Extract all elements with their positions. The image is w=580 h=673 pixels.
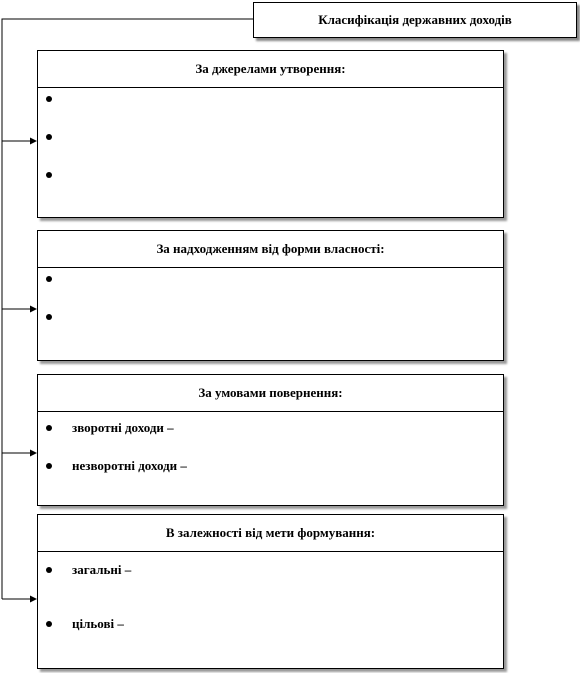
- panel-repayment: [37, 374, 504, 506]
- panel-heading: В залежності від мети формування:: [38, 515, 503, 552]
- bullet-icon: [46, 134, 52, 140]
- list-item: [46, 314, 72, 320]
- list-item: [46, 420, 174, 436]
- list-item: [46, 458, 187, 474]
- bullet-icon: [46, 96, 52, 102]
- list-item-text: цільові –: [72, 616, 124, 631]
- bullet-icon: [46, 314, 52, 320]
- list-item-text: незворотні доходи –: [72, 458, 187, 473]
- panel-heading: За надходженням від форми власності:: [38, 231, 503, 268]
- list-item: [46, 134, 72, 140]
- list-item: [46, 96, 72, 102]
- bullet-icon: [46, 425, 52, 431]
- panel-ownership: [37, 230, 504, 361]
- bullet-icon: [46, 276, 52, 282]
- bullet-icon: [46, 463, 52, 469]
- list-item-text: загальні –: [72, 562, 132, 577]
- list-item: [46, 616, 124, 632]
- panel-heading: За джерелами утворення:: [38, 51, 503, 88]
- list-item: [46, 172, 72, 178]
- panel-sources: [37, 50, 504, 218]
- bullet-icon: [46, 621, 52, 627]
- panel-purpose: [37, 514, 504, 669]
- diagram-title: Класифікація державних доходів: [253, 2, 577, 38]
- list-item: [46, 562, 131, 578]
- bullet-icon: [46, 172, 52, 178]
- bullet-icon: [46, 567, 52, 573]
- list-item-text: зворотні доходи –: [72, 420, 174, 435]
- list-item: [46, 276, 72, 282]
- panel-heading: За умовами повернення:: [38, 375, 503, 412]
